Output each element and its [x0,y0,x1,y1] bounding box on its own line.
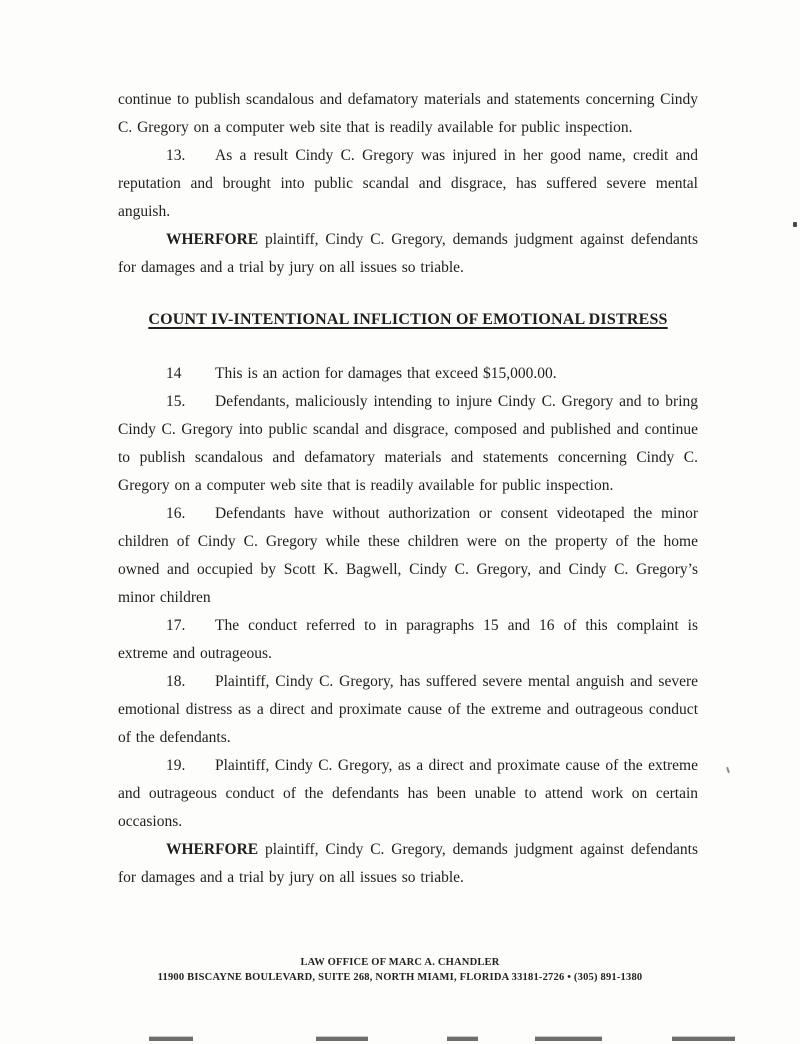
paragraph-15 [118,388,698,500]
scan-artifact-bar [672,1037,735,1041]
document-body [118,86,698,892]
scan-artifact-bar [149,1037,193,1041]
count-iv-heading-text: COUNT IV-INTENTIONAL INFLICTION OF EMOTIONAL DISTRESS [148,311,668,328]
scan-speck [793,222,797,227]
scan-artifact-bar [316,1037,368,1041]
paragraph-text: The conduct referred to in paragraphs 15 and 16 of this complaint is extreme and outrageous. [118,617,698,662]
paragraph-text: Defendants, maliciously intending to injure Cindy C. Gregory and to bring Cindy C. Gregory into public scandal and disgrace, composed and published and continue to publish scandalous and defamatory materials and statements concerning Cindy C. Gregory on a computer web site that is readily available for public inspection. [118,393,698,494]
wherefore-label: WHERFORE [166,841,259,858]
paragraph-text: As a result Cindy C. Gregory was injured in her good name, credit and reputation and brought into public scandal and disgrace, has suffered severe mental anguish. [118,147,698,220]
paragraph-continuation [118,86,698,142]
scan-artifact-bar [535,1037,602,1041]
count-iv-heading [118,306,698,334]
wherefore-clause-2 [118,836,698,892]
paragraph-number: 15. [166,393,186,410]
paragraph-19 [118,752,698,836]
paragraph-text: Defendants have without authorization or consent videotaped the minor children of Cindy C. Gregory while these children were on the property of the home owned and occupied by Scott K. Bagwell, Cindy C. Gregory, and Cindy C. Gregory’s minor children [118,505,698,606]
paragraph-number: 14 [166,365,182,382]
paragraph-text: plaintiff, Cindy C. Gregory, demands judgment against defendants for damages and a trial by jury on all issues so triable. [118,841,698,886]
paragraph-number: 17. [166,617,186,634]
paragraph-13 [118,142,698,226]
paragraph-text: Plaintiff, Cindy C. Gregory, as a direct and proximate cause of the extreme and outrageous conduct of the defendants has been unable to attend work on certain occasions. [118,757,698,830]
wherefore-clause-1 [118,226,698,282]
law-office-footer [0,956,800,985]
scan-artifact-bar [447,1037,478,1041]
paragraph-number: 16. [166,505,186,522]
law-office-name: LAW OFFICE OF MARC A. CHANDLER [300,957,500,968]
paragraph-text: plaintiff, Cindy C. Gregory, demands judgment against defendants for damages and a trial by jury on all issues so triable. [118,231,698,276]
paragraph-text: Plaintiff, Cindy C. Gregory, has suffered severe mental anguish and severe emotional distress as a direct and proximate cause of the extreme and outrageous conduct of the defendants. [118,673,698,746]
paragraph-text: continue to publish scandalous and defamatory materials and statements concerning Cindy C. Gregory on a computer web site that is readily available for public inspection. [118,91,698,136]
paragraph-18 [118,668,698,752]
paragraph-number: 19. [166,757,186,774]
paragraph-text: This is an action for damages that exceed $15,000.00. [215,365,557,382]
paragraph-16 [118,500,698,612]
law-office-address: 11900 BISCAYNE BOULEVARD, SUITE 268, NORTH MIAMI, FLORIDA 33181-2726 • (305) 891-1380 [157,971,643,983]
wherefore-label: WHERFORE [166,231,259,248]
scan-speck [726,767,730,773]
paragraph-14 [118,360,698,388]
paragraph-17 [118,612,698,668]
paragraph-number: 13. [166,147,186,164]
paragraph-number: 18. [166,673,186,690]
